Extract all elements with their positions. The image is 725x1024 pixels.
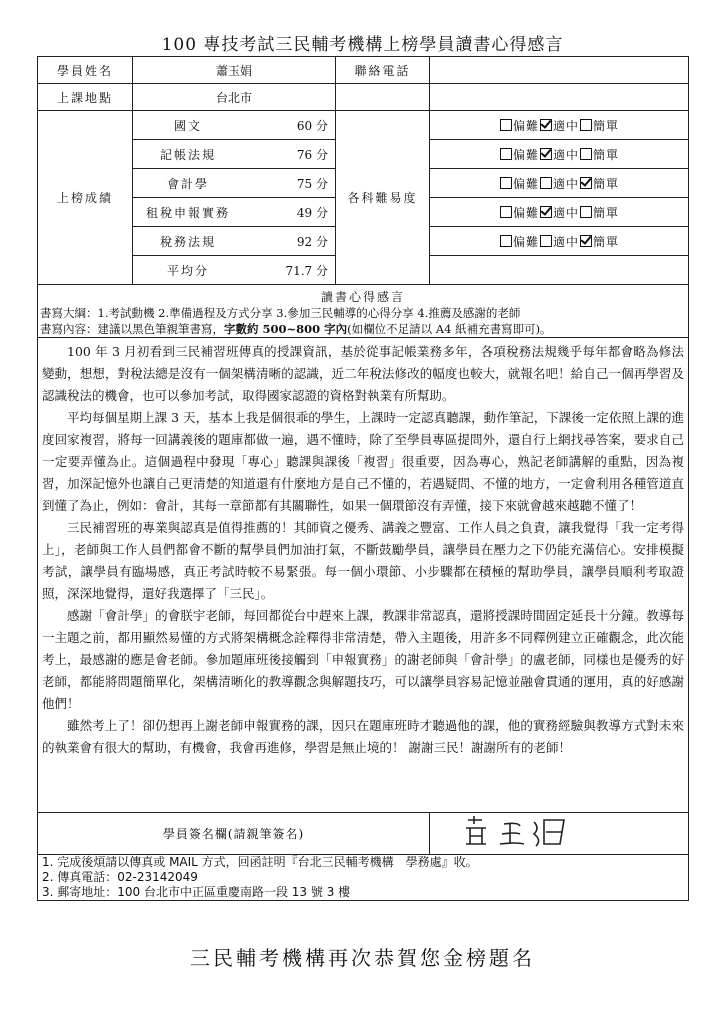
student-name[interactable]: 蕭玉娟 bbox=[133, 57, 336, 84]
difficulty-options bbox=[430, 227, 689, 256]
page-title: 100 專技考試三民輔考機構上榜學員讀書心得感言 bbox=[161, 35, 564, 55]
scores-label: 上榜成績 bbox=[38, 111, 133, 285]
subject-name: 國文 bbox=[173, 118, 202, 133]
subject-name: 稅務法規 bbox=[159, 234, 216, 249]
name-row bbox=[38, 57, 689, 84]
subject-name: 記帳法規 bbox=[159, 147, 216, 162]
essay-paragraph: 感謝「會計學」的會朕宇老師，每回都從台中趕來上課，教課非常認真，還將授課時間固定延長十分鐘。教導每一主題之前，都用顯然易懂的方式將架構概念詮釋得非常清楚，帶入主題後，用許多不同釋例建立正確觀念，此次能考上，最感謝的應是會老師。參加題庫班後接觸到「申報實務」的謝老師與「會計學」的盧老師，同樣也是優秀的好老師，都能將問題簡單化，架構清晰化的教導觀念與解題技巧，可以讓學員容易記憶並融會貫通的運用，真的好感謝他們！ bbox=[42, 608, 684, 711]
notes-row bbox=[38, 855, 689, 901]
essay-paragraph: 雖然考上了！卻仍想再上謝老師申報實務的課，因只在題庫班時才聽過他的課，他的實務經驗與教導方式對未來的執業會有很大的幫助，有機會，我會再進修，學習是無止境的！ 謝謝三民！謝謝所有的老師！ bbox=[42, 718, 684, 755]
easy-checkbox[interactable] bbox=[580, 148, 592, 160]
average-score[interactable]: 71.7 分 bbox=[285, 263, 328, 278]
subject-score[interactable]: 49 分 bbox=[296, 205, 328, 220]
hard-checkbox[interactable] bbox=[500, 177, 512, 189]
signature-label: 學員簽名欄(請親筆簽名) bbox=[38, 813, 430, 855]
medium-label: 適中 bbox=[552, 118, 579, 133]
easy-label: 簡單 bbox=[593, 205, 620, 220]
score-row bbox=[38, 111, 689, 140]
hard-checkbox[interactable] bbox=[500, 119, 512, 131]
hard-checkbox[interactable] bbox=[500, 235, 512, 247]
signature-row bbox=[38, 813, 689, 855]
difficulty-options bbox=[430, 198, 689, 227]
subject-name: 會計學 bbox=[166, 176, 209, 191]
easy-checkbox[interactable] bbox=[580, 119, 592, 131]
essay-body[interactable] bbox=[38, 337, 688, 808]
hard-checkbox[interactable] bbox=[500, 148, 512, 160]
location-label: 上課地點 bbox=[38, 84, 133, 111]
essay-outline: 書寫大綱：1.考試動機 2.準備過程及方式分享 3.參加三民輔導的心得分享 4.推薦及感謝的老師 bbox=[40, 306, 521, 320]
subject-name: 租稅申報實務 bbox=[145, 205, 230, 220]
application-form bbox=[37, 56, 689, 901]
hard-checkbox[interactable] bbox=[500, 206, 512, 218]
hard-label: 偏難 bbox=[512, 118, 539, 133]
subject-score[interactable]: 60 分 bbox=[296, 118, 328, 133]
name-label: 學員姓名 bbox=[38, 57, 133, 84]
easy-checkbox[interactable] bbox=[580, 177, 592, 189]
difficulty-label: 各科難易度 bbox=[336, 111, 430, 285]
hard-label: 偏難 bbox=[512, 205, 539, 220]
difficulty-options bbox=[430, 169, 689, 198]
medium-checkbox[interactable] bbox=[540, 148, 552, 160]
medium-label: 適中 bbox=[552, 147, 579, 162]
easy-label: 簡單 bbox=[593, 176, 620, 191]
medium-checkbox[interactable] bbox=[540, 119, 552, 131]
instructions-suffix: (如欄位不足請以 A4 紙補充書寫即可)。 bbox=[347, 322, 552, 336]
essay-paragraph: 平均每個星期上課 3 天，基本上我是個很乖的學生，上課時一定認真聽課，動作筆記，下課後一定依照上課的進度回家複習，將每一回講義後的題庫都做一遍，遇不懂時，除了至學員專區提問外，還自行上網找尋答案，要求自己一定要弄懂為止。這個過程中發現「專心」聽課與課後「複習」很重要，因為專心，熟記老師講解的重點，因為複習，加深記憶外也讓自己更清楚的知道還有什麼地方是自己不懂的，若遇疑問、不懂的地方，一定會利用各種管道直到懂了為止，例如：會計，其每一章節都有其關聯性，如果一個環節沒有弄懂，接下來就會越來越聽不懂了！ bbox=[42, 410, 684, 513]
medium-label: 適中 bbox=[552, 176, 579, 191]
essay-instructions bbox=[38, 321, 688, 337]
difficulty-options bbox=[430, 111, 689, 140]
hard-label: 偏難 bbox=[512, 234, 539, 249]
essay-heading: 讀書心得感言 bbox=[320, 290, 405, 304]
medium-label: 適中 bbox=[552, 234, 579, 249]
easy-label: 簡單 bbox=[593, 234, 620, 249]
location-row bbox=[38, 84, 689, 111]
subject-score[interactable]: 75 分 bbox=[296, 176, 328, 191]
hard-label: 偏難 bbox=[512, 176, 539, 191]
hard-label: 偏難 bbox=[512, 147, 539, 162]
note-item: 3. 郵寄地址：100 台北市中正區重慶南路一段 13 號 3 樓 bbox=[42, 885, 351, 899]
easy-checkbox[interactable] bbox=[580, 206, 592, 218]
contact-field[interactable] bbox=[430, 57, 689, 84]
signature-field[interactable] bbox=[430, 813, 689, 855]
subject-score[interactable]: 92 分 bbox=[296, 234, 328, 249]
location-value[interactable]: 台北市 bbox=[133, 84, 336, 111]
easy-checkbox[interactable] bbox=[580, 235, 592, 247]
footer-banner: 三民輔考機構再次恭賀您金榜題名 bbox=[190, 946, 535, 970]
medium-checkbox[interactable] bbox=[540, 235, 552, 247]
essay-paragraph: 三民補習班的專業與認真是值得推薦的！其師資之優秀、講義之豐富、工作人員之負責，讓我覺得「我一定考得上」，老師與工作人員們都會不斷的幫學員們加油打氣，不斷鼓勵學員，讓學員在壓力之下仍能充滿信心。安排模擬考試，讓學員有臨場感，真正考試時較不易緊張。每一個小環節、小步驟都在積極的幫助學員，讓學員順利考取證照，深深地覺得，還好我選擇了「三民」。 bbox=[42, 520, 684, 601]
word-count-note: 字數約 500~800 字內 bbox=[224, 322, 348, 336]
easy-label: 簡單 bbox=[593, 147, 620, 162]
subject-score[interactable]: 76 分 bbox=[296, 147, 328, 162]
contact-label: 聯絡電話 bbox=[336, 57, 430, 84]
essay-row bbox=[38, 285, 689, 813]
difficulty-options bbox=[430, 140, 689, 169]
medium-checkbox[interactable] bbox=[540, 206, 552, 218]
essay-paragraph: 100 年 3 月初看到三民補習班傳真的授課資訊，基於從事記帳業務多年，各項稅務法規幾乎每年都會略為修法變動，想想，對稅法總是沒有一個架構清晰的認識，近二年稅法修改的幅度也較大，就報名吧！給自己一個再學習及認識稅法的機會，也可以參加考試，取得國家認證的資格對執業有所幫助。 bbox=[42, 344, 684, 403]
note-item: 1. 完成後煩請以傳真或 MAIL 方式，回函註明『台北三民輔考機構 學務處』收。 bbox=[42, 855, 478, 869]
easy-label: 簡單 bbox=[593, 118, 620, 133]
average-label: 平均分 bbox=[166, 263, 209, 278]
medium-checkbox[interactable] bbox=[540, 177, 552, 189]
instructions-text: 書寫內容：建議以黑色筆親筆書寫， bbox=[40, 322, 224, 336]
handwritten-signature bbox=[460, 814, 580, 850]
note-item: 2. 傳真電話：02-23142049 bbox=[42, 870, 198, 884]
medium-label: 適中 bbox=[552, 205, 579, 220]
